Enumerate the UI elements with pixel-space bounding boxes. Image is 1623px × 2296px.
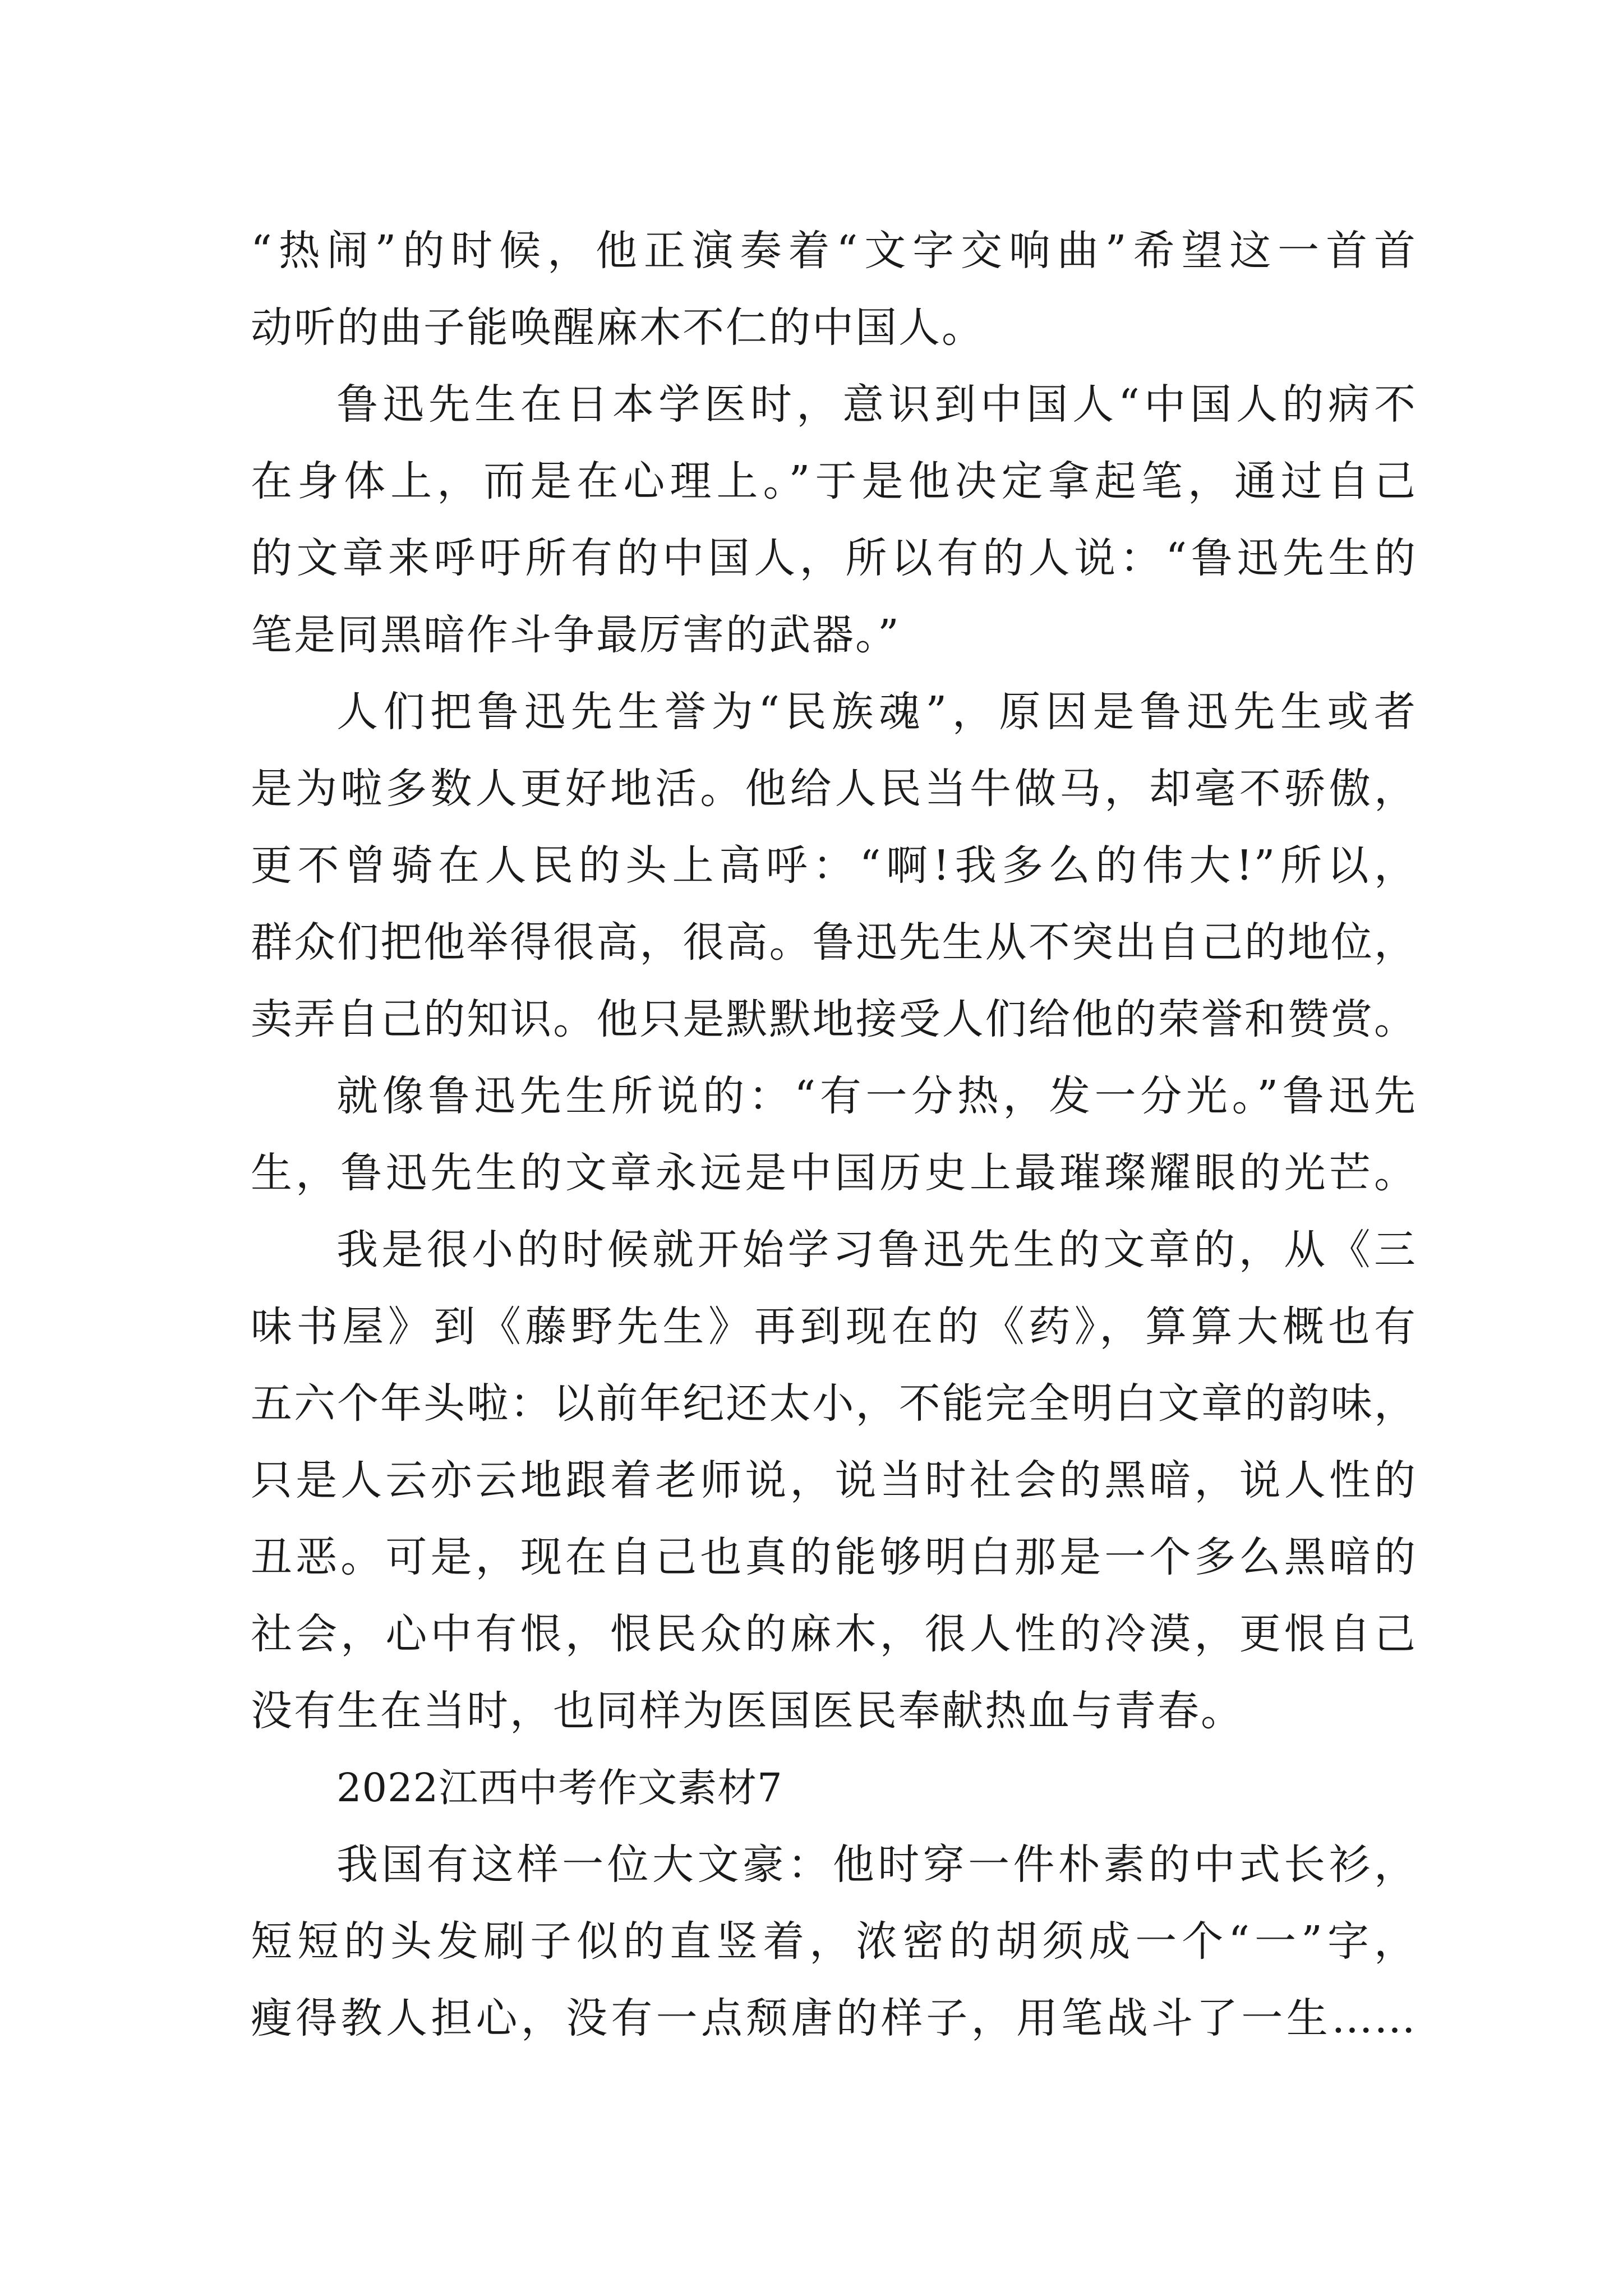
text-line: 在身体上，而是在心理上。”于是他决定拿起笔，通过自己 xyxy=(251,457,1417,505)
page-body xyxy=(251,213,1417,2057)
paragraph xyxy=(251,366,1417,674)
text-line: 是为啦多数人更好地活。他给人民当牛做马，却毫不骄傲， xyxy=(251,765,1417,813)
text-line: 味书屋》到《藤野先生》再到现在的《药》，算算大概也有 xyxy=(251,1303,1417,1351)
paragraph xyxy=(251,1212,1417,1750)
text-line: 群众们把他举得很高，很高。鲁迅先生从不突出自己的地位， xyxy=(251,918,1417,967)
text-line: 瘦得教人担心，没有一点颓唐的样子，用笔战斗了一生…… xyxy=(251,1994,1417,2042)
text-line: 笔是同黑暗作斗争最厉害的武器。” xyxy=(251,611,901,659)
text-line: 没有生在当时，也同样为医国医民奉献热血与青春。 xyxy=(251,1687,1244,1735)
text-line: 我是很小的时候就开始学习鲁迅先生的文章的，从《三 xyxy=(336,1226,1417,1274)
text-line: 丑恶。可是，现在自己也真的能够明白那是一个多么黑暗的 xyxy=(251,1533,1417,1581)
section-heading: 2022江西中考作文素材7 xyxy=(336,1765,783,1811)
text-line: 人们把鲁迅先生誉为“民族魂”，原因是鲁迅先生或者 xyxy=(336,688,1417,736)
paragraph xyxy=(251,213,1417,366)
text-line: 我国有这样一位大文豪：他时穿一件朴素的中式长衫， xyxy=(336,1841,1417,1889)
text-line: 短短的头发刷子似的直竖着，浓密的胡须成一个“一”字， xyxy=(251,1917,1417,1966)
text-line: 鲁迅先生在日本学医时，意识到中国人“中国人的病不 xyxy=(336,380,1417,429)
paragraph xyxy=(251,1826,1417,2057)
text-line: 的文章来呼吁所有的中国人，所以有的人说：“鲁迅先生的 xyxy=(251,534,1417,582)
text-line: 卖弄自己的知识。他只是默默地接受人们给他的荣誉和赞赏。 xyxy=(251,995,1417,1043)
text-line: 就像鲁迅先生所说的：“有一分热，发一分光。”鲁迅先 xyxy=(336,1072,1417,1120)
text-line: 只是人云亦云地跟着老师说，说当时社会的黑暗，说人性的 xyxy=(251,1456,1417,1504)
paragraph xyxy=(251,674,1417,1058)
paragraph xyxy=(251,1058,1417,1212)
text-line: 动听的曲子能唤醒麻木不仁的中国人。 xyxy=(251,303,985,352)
text-line: 社会，心中有恨，恨民众的麻木，很人性的冷漠，更恨自己 xyxy=(251,1610,1417,1658)
text-line: 五六个年头啦：以前年纪还太小，不能完全明白文章的韵味， xyxy=(251,1379,1417,1428)
text-line: 生，鲁迅先生的文章永远是中国历史上最璀璨耀眼的光芒。 xyxy=(251,1149,1417,1197)
text-line: “热闹”的时候，他正演奏着“文字交响曲”希望这一首首 xyxy=(251,227,1417,275)
text-line: 更不曾骑在人民的头上高呼：“啊!我多么的伟大!”所以， xyxy=(251,841,1417,890)
